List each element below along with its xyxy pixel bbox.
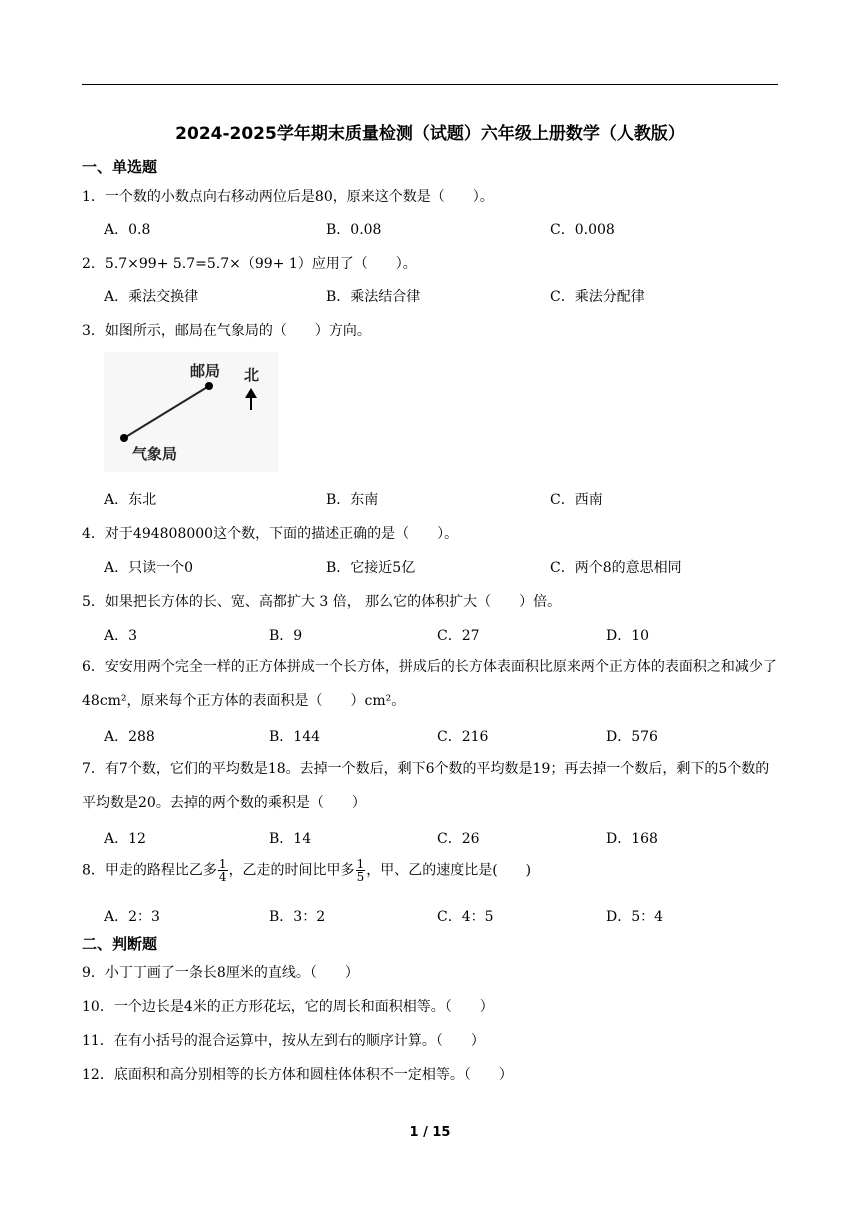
q7-option-b[interactable]: B．14 — [269, 831, 312, 847]
question-8 — [82, 858, 531, 883]
question-6: 6．安安用两个完全一样的正方体拼成一个长方体，拼成后的长方体表面积比原来两个正方体的表面积之和减少了48cm²，原来每个正方体的表面积是（ ）cm²。 — [82, 659, 777, 709]
weather-bureau-label: 气象局 — [132, 445, 178, 463]
question-10: 10．一个边长是4米的正方形花坛，它的周长和面积相等。（ ） — [82, 999, 494, 1015]
q1-option-a[interactable]: A．0.8 — [104, 222, 151, 238]
question-2: 2．5.7×99+ 5.7=5.7×（99+ 1）应用了（ ）。 — [82, 256, 417, 272]
q2-option-a[interactable]: A．乘法交换律 — [104, 289, 199, 305]
post-office-dot — [205, 382, 213, 390]
q8-option-c[interactable]: C．4：5 — [437, 909, 494, 925]
question-5: 5．如果把长方体的长、宽、高都扩大 3 倍， 那么它的体积扩大（ ）倍。 — [82, 594, 562, 610]
north-label: 北 — [244, 366, 260, 384]
q2-option-c[interactable]: C．乘法分配律 — [550, 289, 645, 305]
section-heading-single-choice: 一、单选题 — [82, 158, 158, 176]
fraction-one-fifth: $\frac{1}{5}$ — [356, 857, 365, 884]
q1-option-b[interactable]: B．0.08 — [326, 222, 382, 238]
q7-option-c[interactable]: C．26 — [437, 831, 480, 847]
q4-option-b[interactable]: B．它接近5亿 — [326, 560, 416, 576]
q5-option-a[interactable]: A．3 — [104, 628, 138, 644]
question-9: 9．小丁丁画了一条长8厘米的直线。（ ） — [82, 965, 359, 981]
q8-text-part-3: ，甲、乙的速度比是( ) — [366, 862, 532, 879]
weather-bureau-dot — [120, 434, 128, 442]
q4-option-c[interactable]: C．两个8的意思相同 — [550, 560, 682, 576]
q6-option-a[interactable]: A．288 — [104, 729, 155, 745]
section-heading-true-false: 二、判断题 — [82, 935, 158, 953]
q8-option-a[interactable]: A．2：3 — [104, 909, 160, 925]
q1-option-c[interactable]: C．0.008 — [550, 222, 615, 238]
q8-option-b[interactable]: B．3：2 — [269, 909, 326, 925]
q3-option-a[interactable]: A．东北 — [104, 492, 157, 508]
page-title: 2024-2025学年期末质量检测（试题）六年级上册数学（人教版） — [175, 124, 685, 144]
q3-option-c[interactable]: C．西南 — [550, 492, 603, 508]
fraction-one-quarter: $\frac{1}{4}$ — [218, 857, 227, 884]
question-11: 11．在有小括号的混合运算中，按从左到右的顺序计算。（ ） — [82, 1033, 485, 1049]
q8-option-d[interactable]: D．5：4 — [606, 909, 664, 925]
page-number: 1 / 15 — [409, 1125, 451, 1140]
question-4: 4．对于494808000这个数，下面的描述正确的是（ ）。 — [82, 526, 459, 542]
q6-option-d[interactable]: D．576 — [606, 729, 658, 745]
q4-option-a[interactable]: A．只读一个0 — [104, 560, 194, 576]
q6-option-b[interactable]: B．144 — [269, 729, 321, 745]
post-office-label: 邮局 — [190, 362, 221, 380]
question-3: 3．如图所示，邮局在气象局的（ ）方向。 — [82, 323, 371, 339]
q5-option-b[interactable]: B．9 — [269, 628, 303, 644]
q3-option-b[interactable]: B．东南 — [326, 492, 379, 508]
header-rule — [82, 84, 778, 85]
q8-text-part-1: 8．甲走的路程比乙多 — [82, 862, 217, 879]
q5-option-c[interactable]: C．27 — [437, 628, 480, 644]
q5-option-d[interactable]: D．10 — [606, 628, 650, 644]
q2-option-b[interactable]: B．乘法结合律 — [326, 289, 421, 305]
question-1: 1．一个数的小数点向右移动两位后是80，原来这个数是（ ）。 — [82, 189, 494, 205]
q7-option-d[interactable]: D．168 — [606, 831, 658, 847]
question-12: 12．底面积和高分别相等的长方体和圆柱体体积不一定相等。（ ） — [82, 1067, 513, 1083]
q7-option-a[interactable]: A．12 — [104, 831, 146, 847]
q8-text-part-2: ，乙走的时间比甲多 — [228, 862, 355, 879]
question-7: 7．有7个数，它们的平均数是18。去掉一个数后，剩下6个数的平均数是19；再去掉一个数后，剩下的5个数的平均数是20。去掉的两个数的乘积是（ ） — [82, 761, 770, 811]
q6-option-c[interactable]: C．216 — [437, 729, 489, 745]
direction-figure — [104, 352, 278, 472]
